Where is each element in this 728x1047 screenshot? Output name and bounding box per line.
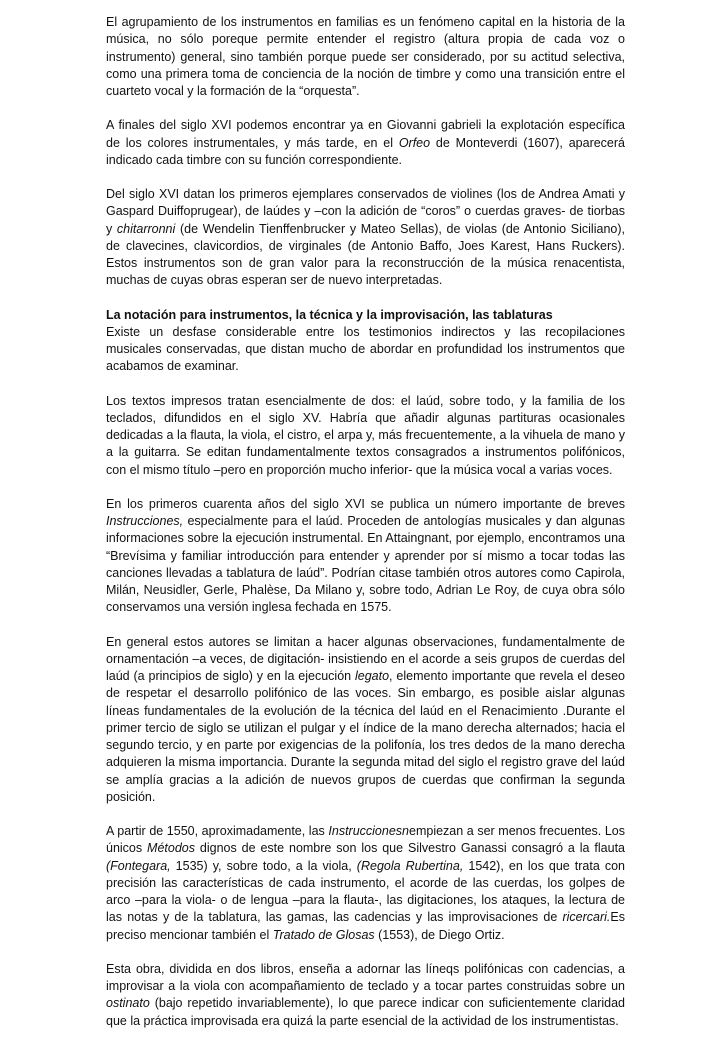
paragraph-instrucciones [106, 496, 625, 617]
paragraph-instrument-families: El agrupamiento de los instrumentos en familias es un fenómeno capital en la historia de la música, no sólo poreque permite entender el registro (altura propia de cada voz o instrumento) general, sino también porque puede ser considerado, por su actitud selectiva, como una primera toma de conciencia de la noción de timbre y como una transición entre el cuarteto vocal y la formación de la “orquesta”. [106, 15, 625, 98]
text-run: (de Wendelin Tienffenbrucker y Mateo Sellas), de violas (de Antonio Siciliano), de clavecines, clavicordios, de virginales (de Antonio Baffo, Joes Karest, Hans Ruckers). Estos instrumentos son de gran valor para la reconstrucción de la música renacentista, muchas de cuyas obras esperan ser de nuevo interpretadas. [106, 221, 625, 288]
text-run: En general estos autores se limitan a hacer algunas observaciones, fundamentalmente de ornamentación –a veces, de digitación- insistiendo en el acorde a seis grupos de cuerdas del laúd (a principios de siglo) y en la ejecución [106, 634, 625, 683]
text-run: 1542), en los que trata con precisión las características de cada instrumento, el acorde de las cuerdas, los golpes de arco –para la viola- o de lengua –para la flauta-, las digitaciones, los ataques, la lectura de las notas y de la tablatura, las gamas, las cadencias y las improvisaciones de [106, 858, 626, 925]
italic-term-legato: legato [354, 669, 390, 683]
paragraph-lute-technique [106, 634, 625, 807]
text-run: Es preciso mencionar también el [106, 910, 625, 942]
text-run: Del siglo XVI datan los primeros ejemplares conservados de violines (los de Andrea Amati y Gaspard Duiffoprugear), de laúdes y –con la adición de “coros” o cuerdas graves- de tiorbas y [106, 187, 625, 236]
italic-title-orfeo: Orfeo [398, 135, 431, 150]
document-page [106, 14, 625, 1047]
italic-term-instrucciones: Instruccionesn [328, 824, 409, 838]
italic-term-metodos: Métodos [147, 841, 195, 856]
italic-term-instrucciones: Instrucciones, [106, 514, 184, 528]
paragraph-indirect-testimonies: Existe un desfase considerable entre los testimonios indirectos y las recopilaciones musicales conservadas, que distan mucho de abordar en profundidad los instrumentos que acabamos de examinar. [106, 324, 625, 374]
italic-title-regola-rubertina: (Regola Rubertina, [356, 858, 464, 873]
text-run: 1535) y, sobre todo, a la viola, [170, 858, 357, 873]
section-heading: La notación para instrumentos, la técnica y la improvisación, las tablaturas [106, 307, 553, 322]
paragraph-surviving-instruments [106, 186, 625, 290]
paragraph-gabrieli-monteverdi [106, 117, 625, 169]
paragraph-printed-texts: Los textos impresos tratan esencialmente de dos: el laúd, sobre todo, y la familia de los teclados, difundidos en el siglo XV. Habría que añadir algunas partituras ocasionales dedicadas a la flauta, la viola, el cistro, el arpa y, más frecuentemente, a la vihuela de mano y a la guitarra. Se editan fundamentalmente textos consagrados a instrumentos polifónicos, con el mismo título –pero en proporción mucho inferior- que la música vocal a varias voces. [106, 393, 625, 477]
text-run: , elemento importante que revela el deseo de respetar el desarrollo polifónico de las voces. Sin embargo, es posible aislar algunas líneas fundamentales de la evolución de la técnica del laúd en el Renacimiento .Durante el primer tercio de siglo se utilizan el pulgar y el índice de la mano derecha alternados; hacia el segundo tercio, y en parte por exigencias de la polifonía, los tres dedos de la mano derecha adquieren la misma importancia. Durante la segunda mitad del siglo el registro grave del laúd se amplía gracias a la adición de nuevos grupos de cuerdas que confirman la segunda posición. [106, 669, 625, 804]
text-run: empiezan a ser menos frecuentes. Los únicos [106, 824, 625, 856]
italic-term-ostinato: ostinato [106, 996, 150, 1011]
text-run: de Monteverdi (1607), aparecerá indicado cada timbre con su función correspondiente. [106, 135, 625, 167]
italic-term-chitarronni: chitarronni [116, 221, 176, 236]
paragraph-ganassi-methods [106, 823, 625, 944]
paragraph-ortiz-work [106, 961, 625, 1030]
text-run: especialmente para el laúd. Proceden de antologías musicales y dan algunas informaciones sobre la ejecución instrumental. En Attaingnant, por ejemplo, encontramos una “Brevísima y familiar introducción para entender y aprender por sí mismo a tocar todas las canciones llevadas a tablatura de laúd”. Podrían citase también otros autores como Capirola, Milán, Neusidler, Gerle, Phalèse, Da Milano y, sobre todo, Adrian Le Roy, de cuya obra sólo conservamos una versión inglesa fechada en 1575. [106, 514, 625, 615]
text-run: A partir de 1550, aproximadamente, las [106, 824, 329, 838]
text-run: (1553), de Diego Ortiz. [374, 927, 505, 942]
text-run: Esta obra, dividida en dos libros, enseña a adornar las líneqs polifónicas con cadencias, a improvisar a la viola con acompañamiento de teclado y a tocar partes construidas sobre un [106, 961, 625, 993]
text-run: A finales del siglo XVI podemos encontrar ya en Giovanni gabrieli la explotación específica de los colores instrumentales, y más tarde, en el [106, 118, 625, 150]
italic-title-fontegara: (Fontegara, [106, 858, 171, 873]
text-run: (bajo repetido invariablemente), lo que parece indicar con suficientemente claridad que la práctica improvisada era quizá la parte esencial de la actividad de los instrumentistas. [106, 996, 625, 1028]
text-run: dignos de este nombre son los que Silvestro Ganassi consagró a la flauta [195, 841, 625, 856]
italic-title-tratado-de-glosas: Tratado de Glosas [272, 927, 375, 942]
italic-term-ricercari: ricercari. [562, 910, 611, 925]
text-run: En los primeros cuarenta años del siglo XVI se publica un número importante de breves [106, 496, 625, 511]
